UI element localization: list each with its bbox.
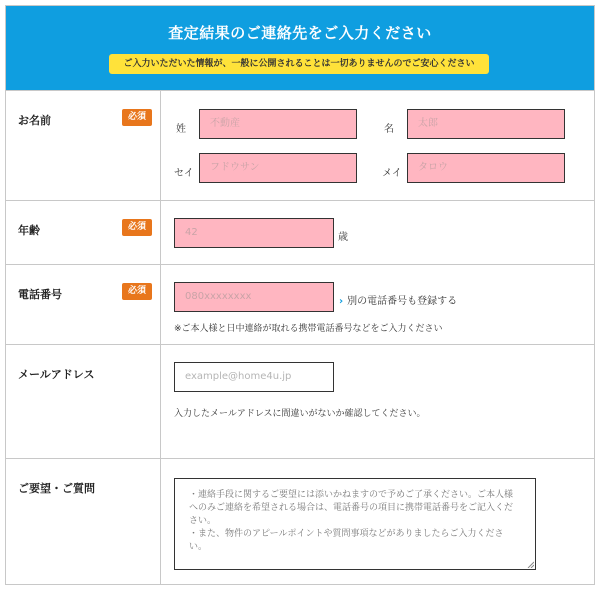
privacy-notice: ご入力いただいた情報が、一般に公開されることは一切ありませんのでご安心ください (109, 54, 489, 74)
phone-hint: ※ご本人様と日中連絡が取れる携帯電話番号などをご入力ください (174, 324, 443, 334)
sei-kana-input[interactable]: フドウサン (199, 153, 357, 183)
mei-kana-label: メイ (382, 168, 402, 179)
age-label-cell (6, 201, 161, 264)
mei-input[interactable]: 太郎 (407, 109, 565, 139)
add-phone-link-label: 別の電話番号も登録する (347, 296, 458, 307)
mei-label: 名 (384, 124, 394, 135)
phone-input[interactable]: 080xxxxxxxx (174, 282, 334, 312)
phone-label-cell (6, 265, 161, 344)
email-label-cell (6, 345, 161, 458)
email-row (6, 344, 594, 458)
request-label-cell (6, 459, 161, 584)
sei-label: 姓 (176, 124, 186, 135)
sei-kana-label: セイ (174, 168, 194, 179)
name-row (6, 90, 594, 200)
phone-label: 電話番号 (18, 288, 62, 301)
resize-grip-icon[interactable] (526, 560, 534, 568)
add-phone-link[interactable] (339, 292, 457, 307)
mei-kana-input[interactable]: タロウ (407, 153, 565, 183)
chevron-right-icon: › (339, 296, 344, 307)
required-badge: 必須 (122, 219, 152, 236)
email-hint: 入力したメールアドレスに間違いがないか確認してください。 (174, 409, 426, 419)
age-row (6, 200, 594, 264)
request-label: ご要望・ご質問 (18, 482, 95, 495)
form-title: 査定結果のご連絡先をご入力ください (168, 24, 432, 42)
age-unit: 歳 (338, 232, 348, 243)
email-input[interactable]: example@home4u.jp (174, 362, 334, 392)
phone-row (6, 264, 594, 344)
request-textarea[interactable]: ・連絡手段に関するご要望には添いかねますので予めご了承ください。ご本人様へのみご連絡を希望される場合は、電話番号の項目に携帯電話番号をご記入ください。 ・また、物件のアピールポイントや質問事項などがありましたらご入力ください。 (174, 478, 536, 570)
age-input[interactable]: 42 (174, 218, 334, 248)
request-row (6, 458, 594, 584)
required-badge: 必須 (122, 283, 152, 300)
name-label: お名前 (18, 114, 51, 127)
form-header (6, 6, 594, 90)
contact-form (5, 5, 595, 585)
name-label-cell (6, 91, 161, 200)
age-label: 年齢 (18, 224, 40, 237)
email-label: メールアドレス (18, 368, 95, 381)
sei-input[interactable]: 不動産 (199, 109, 357, 139)
required-badge: 必須 (122, 109, 152, 126)
